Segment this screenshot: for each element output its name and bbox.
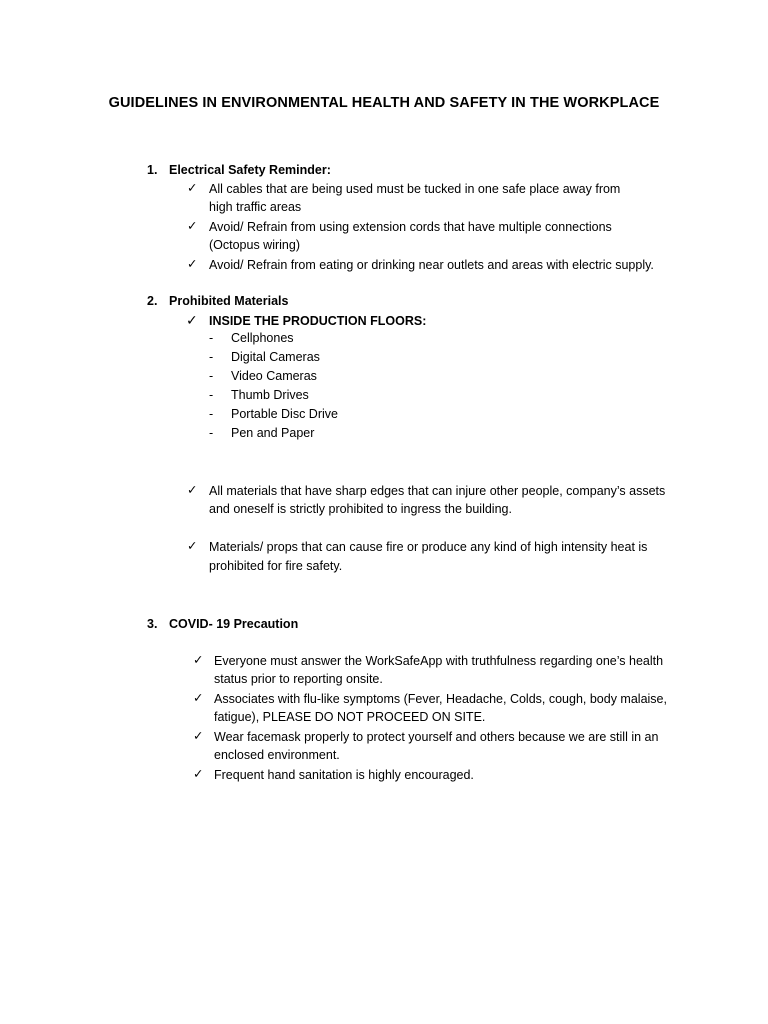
s1-item-1-line-1: All cables that are being used must be tucked in one safe place away from: [209, 182, 621, 196]
dash-bullet: -: [209, 426, 214, 440]
s3-item-4-line-1: Frequent hand sanitation is highly encouraged.: [214, 768, 474, 782]
s2-list-item: Pen and Paper: [231, 426, 315, 440]
section-1-heading: Electrical Safety Reminder:: [169, 163, 331, 177]
check-icon: ✓: [187, 483, 198, 497]
s2-list-item: Digital Cameras: [231, 350, 320, 364]
s1-item-3-line-1: Avoid/ Refrain from eating or drinking near outlets and areas with electric supply.: [209, 258, 654, 272]
check-icon: ✓: [193, 653, 204, 667]
check-icon: ✓: [193, 767, 204, 781]
s2-item-1-line-2: and oneself is strictly prohibited to ingress the building.: [209, 502, 512, 516]
check-icon: ✓: [187, 181, 198, 195]
dash-bullet: -: [209, 369, 214, 383]
dash-bullet: -: [209, 388, 214, 402]
s2-item-2-line-2: prohibited for fire safety.: [209, 559, 343, 573]
s3-item-3-line-1: Wear facemask properly to protect yourself and others because we are still in an: [214, 730, 659, 744]
s1-item-2-line-2: (Octopus wiring): [209, 238, 300, 252]
s2-subheading: INSIDE THE PRODUCTION FLOORS:: [209, 314, 427, 328]
section-1-number: 1.: [147, 163, 158, 177]
check-icon: ✓: [186, 312, 198, 328]
s2-list-item: Cellphones: [231, 331, 294, 345]
check-icon: ✓: [193, 729, 204, 743]
s3-item-1-line-2: status prior to reporting onsite.: [214, 672, 383, 686]
section-3-heading: COVID- 19 Precaution: [169, 617, 299, 631]
s2-list-item: Thumb Drives: [231, 388, 309, 402]
dash-bullet: -: [209, 350, 214, 364]
s3-item-2-line-2: fatigue), PLEASE DO NOT PROCEED ON SITE.: [214, 710, 486, 724]
check-icon: ✓: [187, 539, 198, 553]
s2-item-1-line-1: All materials that have sharp edges that can injure other people, company’s assets: [209, 484, 666, 498]
s1-item-1-line-2: high traffic areas: [209, 200, 302, 214]
check-icon: ✓: [187, 257, 198, 271]
s2-item-2-line-1: Materials/ props that can cause fire or produce any kind of high intensity heat is: [209, 540, 648, 554]
dash-bullet: -: [209, 331, 214, 345]
section-2-number: 2.: [147, 294, 158, 308]
section-2-heading: Prohibited Materials: [169, 294, 289, 308]
dash-bullet: -: [209, 407, 214, 421]
s1-item-2-line-1: Avoid/ Refrain from using extension cords that have multiple connections: [209, 220, 612, 234]
s3-item-1-line-1: Everyone must answer the WorkSafeApp with truthfulness regarding one’s health: [214, 654, 664, 668]
s3-item-3-line-2: enclosed environment.: [214, 748, 340, 762]
check-icon: ✓: [187, 219, 198, 233]
s2-list-item: Video Cameras: [231, 369, 317, 383]
section-3-number: 3.: [147, 617, 158, 631]
check-icon: ✓: [193, 691, 204, 705]
s2-list-item: Portable Disc Drive: [231, 407, 338, 421]
document-title: GUIDELINES IN ENVIRONMENTAL HEALTH AND SAFETY IN THE WORKPLACE: [108, 95, 660, 111]
s3-item-2-line-1: Associates with flu-like symptoms (Fever, Headache, Colds, cough, body malaise,: [214, 692, 667, 706]
